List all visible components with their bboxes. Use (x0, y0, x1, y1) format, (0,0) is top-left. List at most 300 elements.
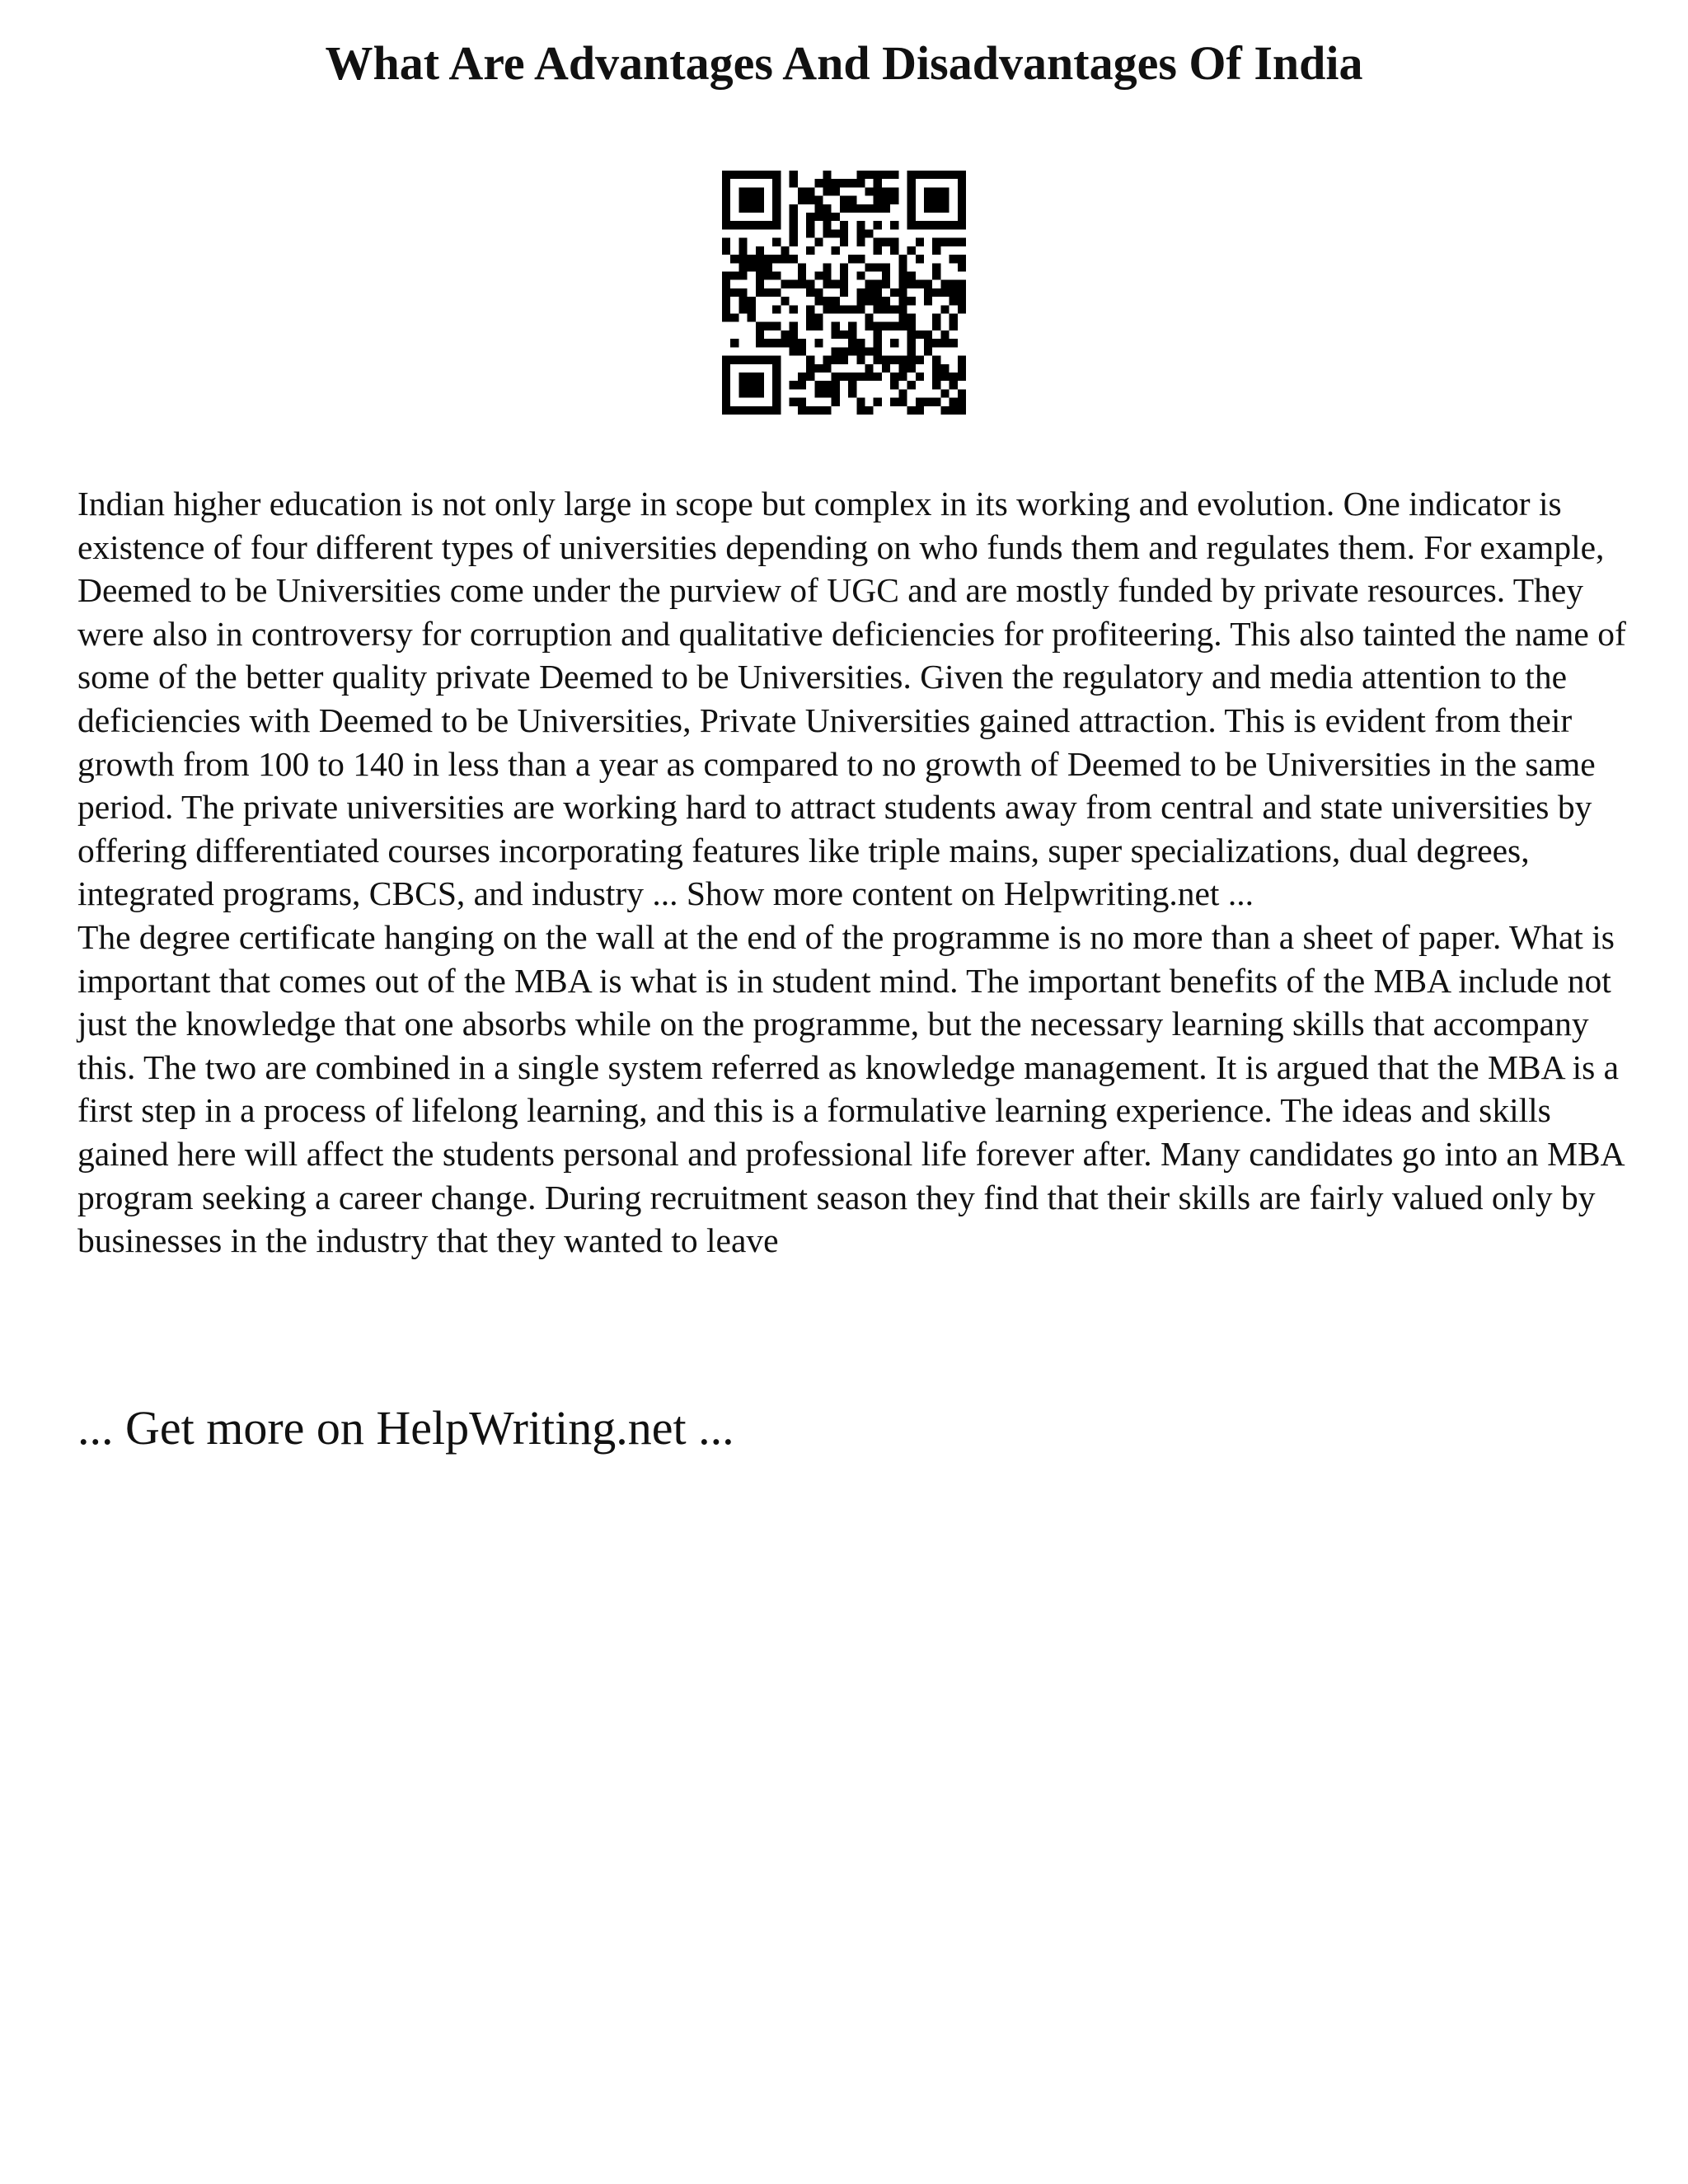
qr-module (798, 263, 806, 271)
qr-module (848, 255, 856, 263)
qr-module (814, 314, 823, 322)
qr-module (748, 171, 756, 179)
qr-module (840, 238, 848, 246)
qr-module (916, 280, 924, 288)
qr-module (874, 263, 882, 271)
qr-module (738, 187, 747, 195)
qr-module (722, 406, 730, 415)
qr-module (890, 339, 898, 347)
qr-module (781, 246, 789, 255)
qr-module (832, 280, 840, 288)
qr-module (832, 179, 840, 187)
qr-module (958, 297, 966, 305)
qr-module (814, 339, 823, 347)
qr-module (806, 280, 814, 288)
qr-module (738, 204, 747, 213)
qr-module (848, 179, 856, 187)
qr-module (756, 271, 764, 279)
qr-module (722, 246, 730, 255)
qr-module (898, 288, 907, 297)
qr-module (764, 263, 772, 271)
qr-module (823, 221, 831, 229)
qr-module (940, 364, 949, 373)
qr-module (806, 373, 814, 381)
qr-module (882, 204, 890, 213)
qr-module (874, 171, 882, 179)
qr-module (823, 297, 831, 305)
qr-module (814, 213, 823, 221)
qr-module (738, 221, 747, 229)
qr-module (874, 280, 882, 288)
qr-module (823, 213, 831, 221)
qr-module (756, 280, 764, 288)
qr-module (832, 213, 840, 221)
qr-module (806, 288, 814, 297)
qr-module (722, 381, 730, 389)
qr-module (832, 330, 840, 339)
qr-module (806, 213, 814, 221)
qr-module (890, 196, 898, 204)
qr-module (722, 280, 730, 288)
qr-module (940, 339, 949, 347)
qr-module (772, 221, 781, 229)
qr-module (823, 381, 831, 389)
qr-module (790, 255, 798, 263)
qr-module (890, 221, 898, 229)
qr-module (856, 255, 865, 263)
qr-module (764, 221, 772, 229)
qr-module (874, 297, 882, 305)
qr-module (823, 171, 831, 179)
qr-module (890, 288, 898, 297)
qr-module (756, 381, 764, 389)
get-more-link[interactable]: ... Get more on HelpWriting.net ... (77, 1401, 734, 1455)
qr-module (932, 246, 940, 255)
qr-module (890, 322, 898, 330)
qr-module (738, 263, 747, 271)
qr-module (907, 356, 916, 364)
qr-module (823, 364, 831, 373)
qr-module (848, 196, 856, 204)
qr-module (890, 238, 898, 246)
qr-module (730, 314, 738, 322)
qr-module (756, 196, 764, 204)
qr-module (856, 339, 865, 347)
qr-module (874, 347, 882, 355)
qr-module (932, 196, 940, 204)
qr-module (806, 187, 814, 195)
qr-module (722, 238, 730, 246)
qr-module (748, 297, 756, 305)
qr-module (882, 196, 890, 204)
qr-module (756, 356, 764, 364)
qr-module (730, 356, 738, 364)
qr-module (898, 297, 907, 305)
qr-module (806, 356, 814, 364)
qr-module (856, 171, 865, 179)
qr-module (874, 196, 882, 204)
qr-module (823, 179, 831, 187)
qr-module (848, 381, 856, 389)
qr-module (932, 221, 940, 229)
qr-module (806, 246, 814, 255)
qr-module (823, 305, 831, 313)
qr-module (798, 406, 806, 415)
qr-module (898, 314, 907, 322)
qr-module (940, 171, 949, 179)
qr-module (738, 255, 747, 263)
qr-module (950, 280, 958, 288)
qr-module (772, 339, 781, 347)
qr-module (950, 221, 958, 229)
qr-module (950, 238, 958, 246)
qr-module (790, 339, 798, 347)
qr-module (764, 271, 772, 279)
qr-module (874, 238, 882, 246)
qr-module (848, 347, 856, 355)
qr-module (764, 255, 772, 263)
qr-module (764, 356, 772, 364)
qr-module (840, 263, 848, 271)
qr-module (748, 373, 756, 381)
qr-module (874, 288, 882, 297)
qr-module (932, 373, 940, 381)
qr-module (781, 330, 789, 339)
qr-module (722, 221, 730, 229)
qr-module (932, 171, 940, 179)
qr-module (958, 280, 966, 288)
qr-module (722, 187, 730, 195)
qr-module (898, 305, 907, 313)
qr-module (890, 398, 898, 406)
qr-module (848, 339, 856, 347)
qr-module (772, 288, 781, 297)
qr-module (932, 271, 940, 279)
qr-module (907, 381, 916, 389)
qr-module (814, 297, 823, 305)
qr-module (840, 204, 848, 213)
qr-module (958, 171, 966, 179)
qr-module (823, 280, 831, 288)
qr-module (772, 271, 781, 279)
qr-module (806, 406, 814, 415)
qr-module (832, 246, 840, 255)
qr-module (924, 288, 932, 297)
qr-module (882, 356, 890, 364)
qr-module (856, 373, 865, 381)
qr-module (916, 398, 924, 406)
qr-module (790, 179, 798, 187)
qr-module (958, 356, 966, 364)
qr-module (950, 398, 958, 406)
qr-module (798, 196, 806, 204)
qr-module (772, 322, 781, 330)
qr-module (865, 187, 874, 195)
qr-module (940, 373, 949, 381)
qr-module (832, 297, 840, 305)
qr-module (932, 187, 940, 195)
qr-module (898, 322, 907, 330)
qr-module (738, 373, 747, 381)
qr-module (814, 288, 823, 297)
qr-module (924, 398, 932, 406)
qr-module (907, 204, 916, 213)
qr-module (898, 398, 907, 406)
qr-module (856, 406, 865, 415)
article-body (77, 482, 1627, 1263)
qr-module (856, 297, 865, 305)
qr-module (798, 187, 806, 195)
qr-module (764, 339, 772, 347)
qr-module (856, 271, 865, 279)
qr-module (748, 255, 756, 263)
qr-module (932, 398, 940, 406)
qr-module (722, 364, 730, 373)
paragraph-1: Indian higher education is not only large in scope but complex in its working and evolution. One indicator is existence of four different types of universities depending on who funds them and regulates them. For example, Deemed to be Universities come under the purview of UGC and are mostly funded by private resources. They were also in controversy for corruption and qualitative deficiencies for profiteering. This also tainted the name of some of the better quality private Deemed to be Universities. Given the regulatory and media attention to the deficiencies with Deemed to be Universities, Private Universities gained attraction. This is evident from their growth from 100 to 140 in less than a year as compared to no growth of Deemed to be Universities in the same period. The private universities are working hard to attract students away from central and state universities by offering differentiated courses incorporating features like triple mains, super specializations, dual degrees, integrated programs, CBCS, and industry ... Show more content on Helpwriting.net ... (77, 485, 1626, 913)
qr-module (790, 204, 798, 213)
qr-module (950, 381, 958, 389)
qr-module (756, 204, 764, 213)
qr-module (874, 339, 882, 347)
qr-module (882, 187, 890, 195)
qr-module (874, 221, 882, 229)
qr-module (940, 406, 949, 415)
qr-module (932, 356, 940, 364)
qr-module (958, 204, 966, 213)
qr-module (748, 187, 756, 195)
qr-module (958, 187, 966, 195)
qr-module (772, 187, 781, 195)
qr-module (890, 381, 898, 389)
qr-module (840, 271, 848, 279)
qr-module (932, 364, 940, 373)
qr-module (932, 381, 940, 389)
paragraph-2: The degree certificate hanging on the wall at the end of the programme is no more than a sheet of paper. What is important that comes out of the MBA is what is in student mind. The important benefits of the MBA include not just the knowledge that one absorbs while on the programme, but the necessary learning skills that accompany this. The two are combined in a single system referred as knowledge management. It is argued that the MBA is a first step in a process of lifelong learning, and this is a formulative learning experience. The ideas and skills gained here will affect the students personal and professional life forever after. Many candidates go into an MBA program seeking a career change. During recruitment season they find that their skills are fairly valued only by businesses in the industry that they wanted to leave (77, 917, 1624, 1260)
qr-module (916, 406, 924, 415)
qr-module (798, 347, 806, 355)
qr-module (907, 364, 916, 373)
page-title: What Are Advantages And Disadvantages Of India (325, 36, 1363, 90)
qr-module (756, 406, 764, 415)
qr-module (865, 373, 874, 381)
qr-module (907, 314, 916, 322)
qr-module (814, 204, 823, 213)
qr-module (798, 373, 806, 381)
qr-module (882, 263, 890, 271)
qr-module (848, 322, 856, 330)
qr-module (823, 389, 831, 397)
qr-module (932, 204, 940, 213)
qr-module (722, 373, 730, 381)
qr-module (806, 305, 814, 313)
qr-module (898, 255, 907, 263)
qr-module (840, 280, 848, 288)
qr-module (898, 389, 907, 397)
qr-module (790, 221, 798, 229)
qr-module (856, 356, 865, 364)
qr-module (722, 389, 730, 397)
qr-module (738, 305, 747, 313)
qr-module (790, 213, 798, 221)
qr-module (932, 339, 940, 347)
qr-module (916, 373, 924, 381)
qr-module (832, 389, 840, 397)
qr-module (932, 288, 940, 297)
qr-module (958, 221, 966, 229)
qr-module (722, 398, 730, 406)
qr-module (756, 263, 764, 271)
qr-module (814, 271, 823, 279)
qr-module (958, 255, 966, 263)
qr-module (865, 297, 874, 305)
qr-module (823, 356, 831, 364)
qr-module (748, 196, 756, 204)
qr-module (916, 221, 924, 229)
qr-module (874, 305, 882, 313)
qr-module (924, 339, 932, 347)
qr-module (730, 271, 738, 279)
qr-module (882, 305, 890, 313)
qr-module (748, 221, 756, 229)
qr-module (856, 204, 865, 213)
qr-module (898, 271, 907, 279)
qr-module (772, 305, 781, 313)
qr-module (958, 196, 966, 204)
qr-module (874, 187, 882, 195)
qr-module (874, 398, 882, 406)
qr-module (772, 356, 781, 364)
qr-module (856, 305, 865, 313)
qr-module (940, 305, 949, 313)
qr-module (756, 330, 764, 339)
qr-module (940, 238, 949, 246)
qr-module (856, 229, 865, 237)
qr-module (764, 288, 772, 297)
qr-module (865, 204, 874, 213)
qr-module (840, 179, 848, 187)
qr-module (722, 196, 730, 204)
qr-module (832, 229, 840, 237)
qr-module (856, 288, 865, 297)
qr-module (940, 196, 949, 204)
qr-module (806, 322, 814, 330)
qr-module (840, 356, 848, 364)
qr-module (790, 305, 798, 313)
qr-module (772, 204, 781, 213)
qr-module (738, 406, 747, 415)
qr-module (907, 179, 916, 187)
qr-code-icon[interactable] (722, 171, 966, 415)
qr-module (823, 229, 831, 237)
qr-module (958, 238, 966, 246)
qr-module (924, 280, 932, 288)
qr-module (756, 389, 764, 397)
qr-module (865, 347, 874, 355)
qr-module (840, 288, 848, 297)
qr-module (924, 221, 932, 229)
qr-module (907, 280, 916, 288)
qr-module (738, 171, 747, 179)
qr-module (924, 330, 932, 339)
qr-module (940, 187, 949, 195)
qr-module (738, 246, 747, 255)
qr-module (772, 255, 781, 263)
qr-module (832, 373, 840, 381)
qr-module (916, 171, 924, 179)
qr-module (832, 187, 840, 195)
qr-module (764, 322, 772, 330)
qr-module (907, 322, 916, 330)
qr-module (940, 204, 949, 213)
qr-module (890, 171, 898, 179)
qr-module (722, 288, 730, 297)
qr-module (874, 356, 882, 364)
qr-module (890, 246, 898, 255)
qr-module (856, 221, 865, 229)
qr-module (890, 373, 898, 381)
qr-module (790, 398, 798, 406)
qr-module (772, 406, 781, 415)
qr-module (907, 297, 916, 305)
qr-module (806, 314, 814, 322)
qr-module (907, 213, 916, 221)
qr-module (790, 347, 798, 355)
qr-module (950, 314, 958, 322)
qr-module (730, 171, 738, 179)
qr-module (940, 221, 949, 229)
qr-module (790, 381, 798, 389)
qr-module (882, 171, 890, 179)
qr-module (865, 171, 874, 179)
qr-module (772, 381, 781, 389)
qr-module (916, 356, 924, 364)
qr-module (916, 238, 924, 246)
qr-module (832, 381, 840, 389)
qr-module (940, 280, 949, 288)
qr-module (958, 213, 966, 221)
qr-module (756, 373, 764, 381)
qr-module (882, 238, 890, 246)
qr-module (756, 288, 764, 297)
qr-module (730, 255, 738, 263)
qr-module (823, 271, 831, 279)
qr-module (907, 406, 916, 415)
qr-module (806, 196, 814, 204)
qr-module (950, 255, 958, 263)
qr-module (882, 297, 890, 305)
qr-module (738, 288, 747, 297)
qr-module (950, 406, 958, 415)
qr-module (848, 204, 856, 213)
qr-module (874, 179, 882, 187)
qr-module (840, 347, 848, 355)
qr-module (730, 288, 738, 297)
qr-module (790, 322, 798, 330)
qr-module (814, 364, 823, 373)
qr-module (738, 238, 747, 246)
qr-module (865, 314, 874, 322)
qr-module (738, 356, 747, 364)
qr-module (907, 339, 916, 347)
qr-module (756, 187, 764, 195)
qr-module (958, 305, 966, 313)
qr-module (907, 330, 916, 339)
qr-module (823, 263, 831, 271)
qr-module (722, 356, 730, 364)
qr-module (907, 271, 916, 279)
qr-module (772, 238, 781, 246)
qr-module (848, 389, 856, 397)
